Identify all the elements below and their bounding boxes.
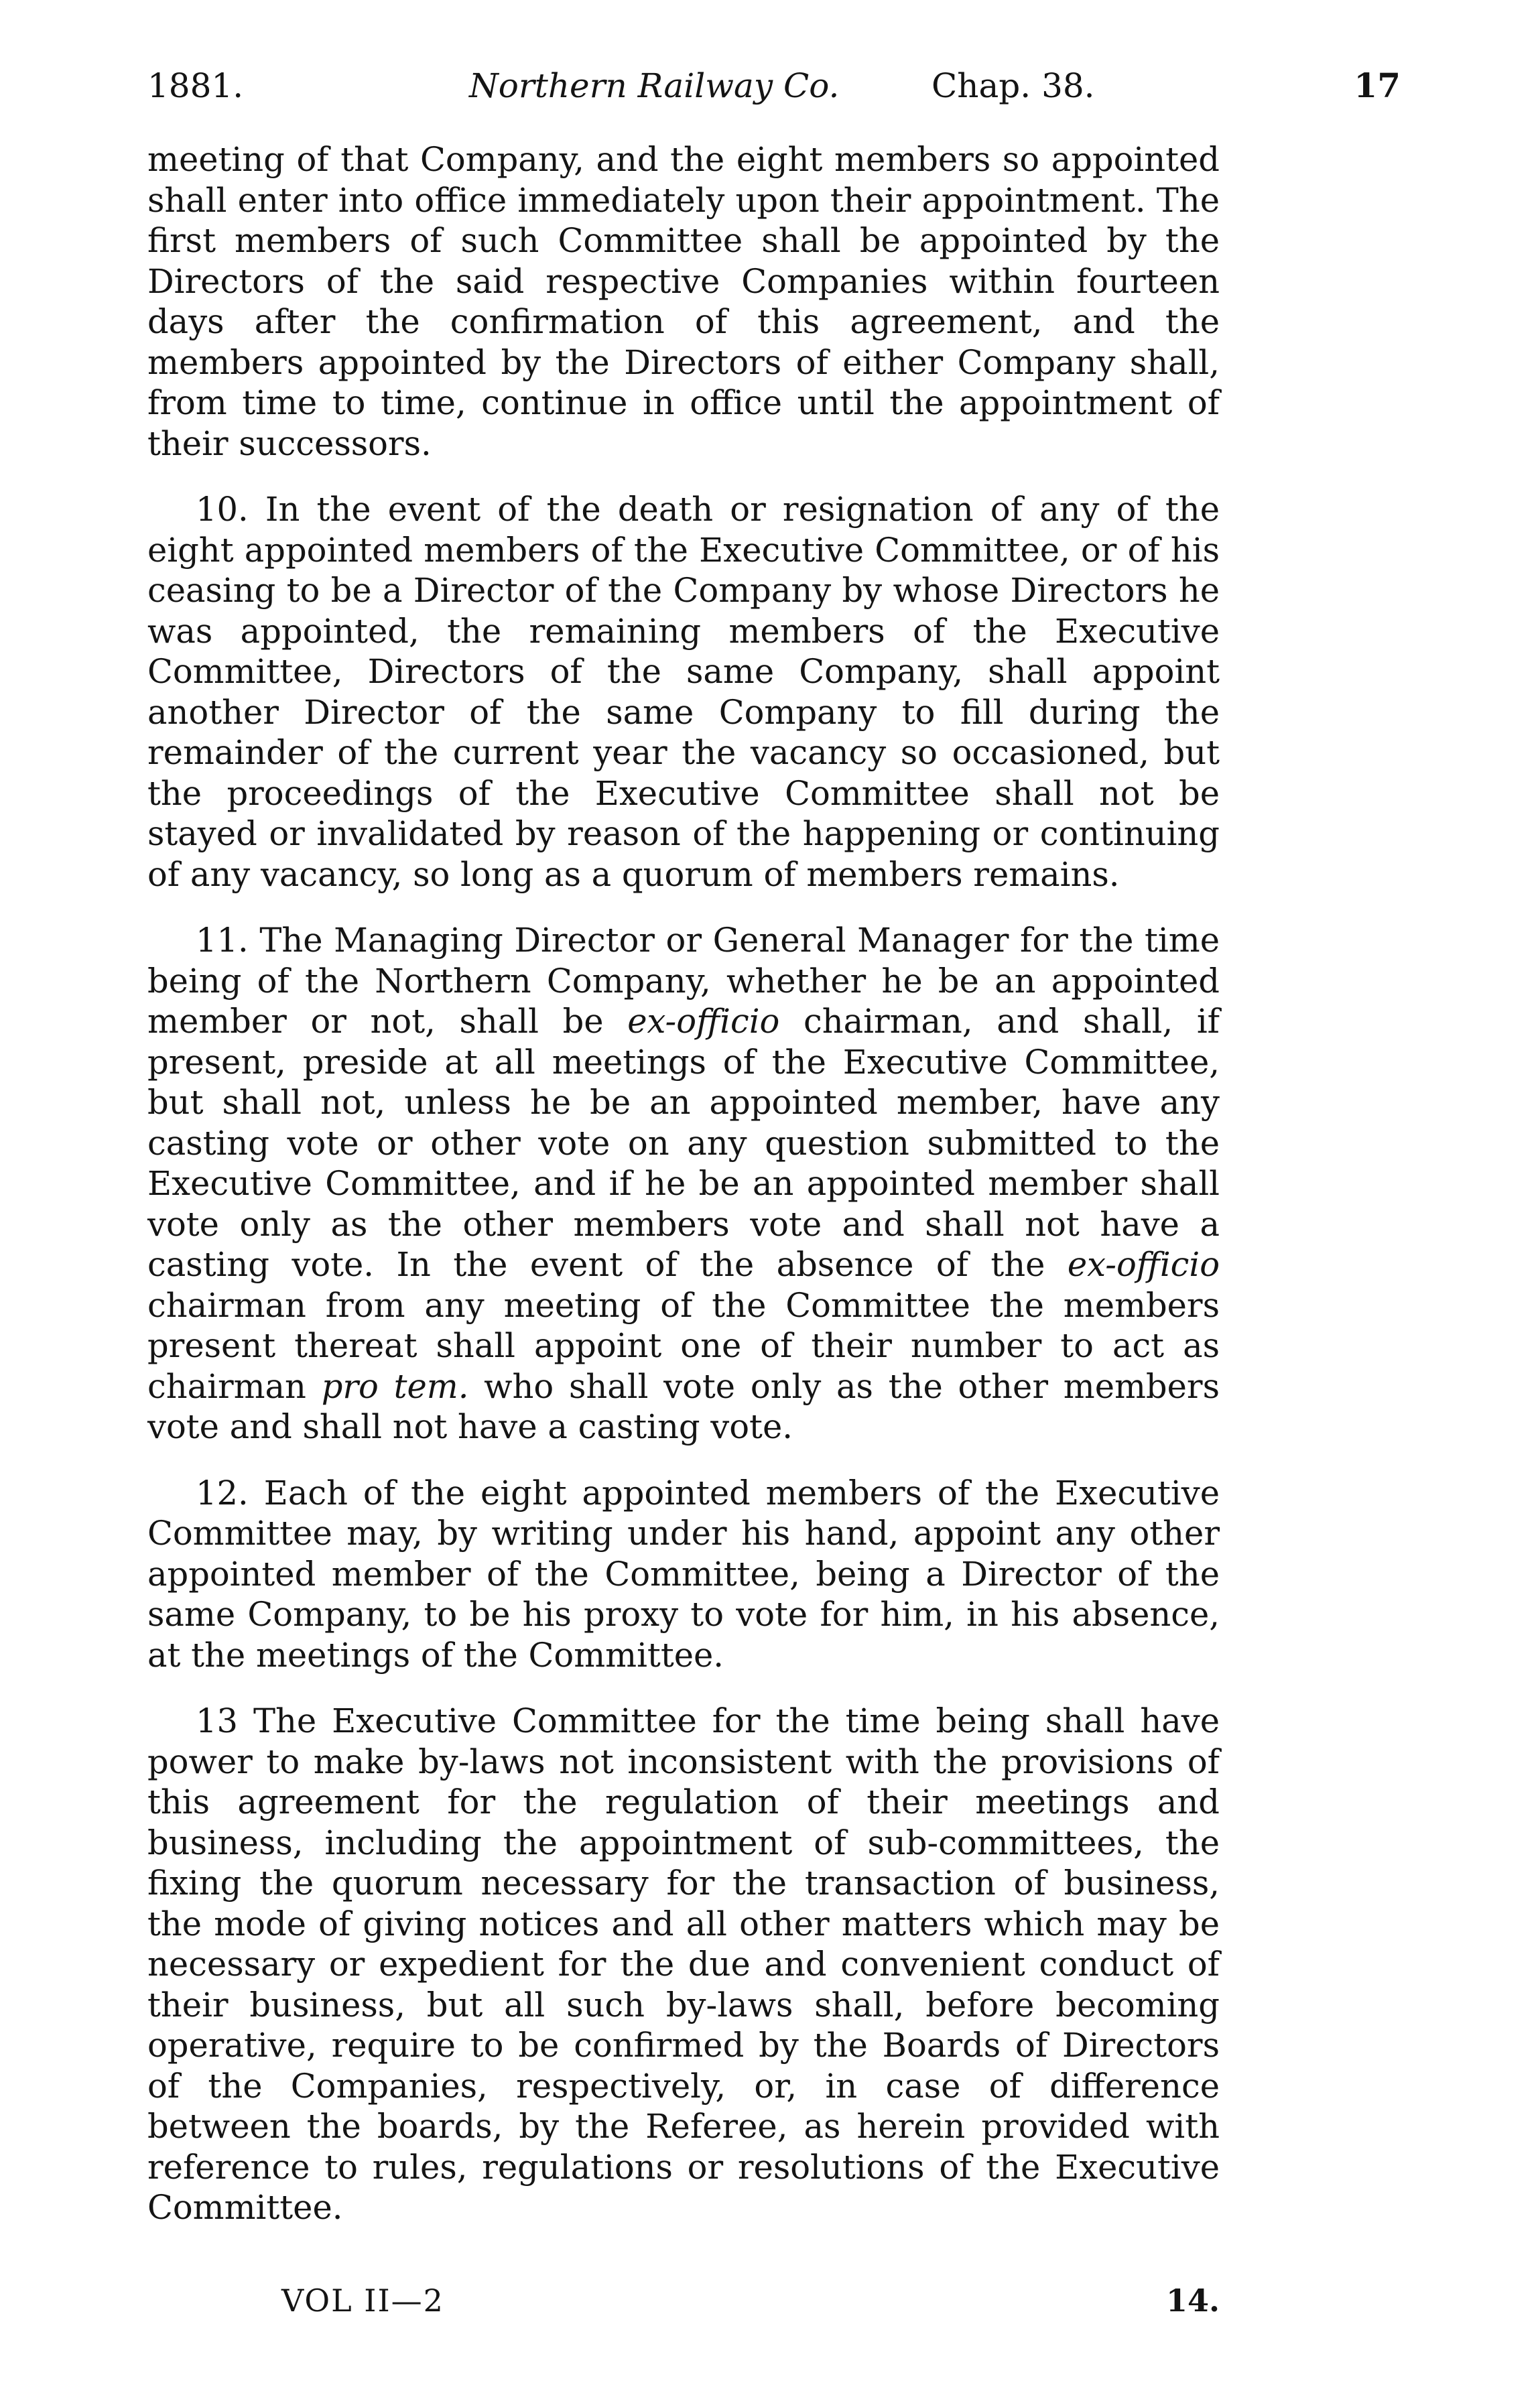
- page-footer: [147, 2277, 1220, 2324]
- section-number: 10.: [196, 490, 249, 529]
- running-head: [147, 59, 1401, 113]
- paragraph-text: Each of the eight appointed members of the Executive Committee may, by writing under his hand, appoint any other appointed member of the Committee, being a Director of the same Company, to be his proxy to vote for him, in his absence, at the meetings of the Committee.: [147, 1473, 1220, 1675]
- paragraph-text: In the event of the death or resignation of any of the eight appointed members of the Executive Committee, or of his ceasing to be a Director of the Company by whose Directors he was appointed, the remaining members of the Executive Committee, Directors of the same Company, shall appoint another Director of the same Company to fill during the remainder of the current year the vacancy so occasioned, but the proceedings of the Executive Committee shall not be stayed or invalidated by reason of the happening or continuing of any vacancy, so long as a quorum of members remains.: [147, 490, 1220, 894]
- body-text: [147, 139, 1220, 2228]
- italic-term: ex-officio: [1067, 1245, 1220, 1284]
- page-number: 17: [1354, 66, 1401, 105]
- section-10: [147, 489, 1220, 895]
- section-12: [147, 1473, 1220, 1676]
- italic-term: pro tem.: [321, 1366, 469, 1406]
- paragraph-text: The Executive Committee for the time being shall have power to make by-laws not inconsistent with the provisions of this agreement for the regulation of their meetings and business, including the appointment of sub-committees, the fixing the quorum necessary for the transaction of business, the mode of giving notices and all other matters which may be necessary or expedient for the due and convenient conduct of their business, but all such by-laws shall, before becoming operative, require to be confirmed by the Boards of Directors of the Companies, respectively, or, in case of difference between the boards, by the Referee, as herein provided with reference to rules, regulations or resolutions of the Executive Committee.: [147, 1701, 1220, 2227]
- italic-term: ex-officio: [627, 1002, 780, 1041]
- header-year: 1881.: [147, 66, 244, 105]
- paragraph-text: chairman from any meeting of the Committee the members present thereat shall appoint one of their number to act as chairman: [147, 1285, 1220, 1406]
- volume-signature: VOL II—2: [281, 2282, 444, 2319]
- header-chapter: Chap. 38.: [932, 66, 1095, 105]
- header-title: Northern Railway Co.: [469, 66, 840, 105]
- section-11: [147, 920, 1220, 1447]
- paragraph-text: meeting of that Company, and the eight members so appointed shall enter into office immediately upon their appointment. The first members of such Committee shall be appointed by the Directors of the said respective Companies within fourteen days after the confirmation of this agreement, and the members appointed by the Directors of either Company shall, from time to time, continue in office until the appointment of their successors.: [147, 140, 1220, 463]
- gathering-signature: 14.: [1165, 2282, 1220, 2319]
- section-number: 13: [196, 1701, 238, 1740]
- paragraph-text: The Managing Director or General Manager for the time being of the Northern Company, whether he be an appointed member or not, shall be: [147, 921, 1220, 1041]
- section-13: [147, 1701, 1220, 2228]
- section-number: 12.: [196, 1473, 249, 1512]
- paragraph-text: chairman, and shall, if present, preside at all meetings of the Executive Committee, but shall not, unless he be an appointed member, have any casting vote or other vote on any question submitted to the Executive Committee, and if he be an appointed member shall vote only as the other members vote and shall not have a casting vote. In the event of the absence of the: [147, 1002, 1220, 1284]
- section-number: 11.: [196, 921, 249, 960]
- paragraph-text: who shall vote only as the other members vote and shall not have a casting vote.: [147, 1366, 1220, 1446]
- paragraph-continuation: [147, 139, 1220, 464]
